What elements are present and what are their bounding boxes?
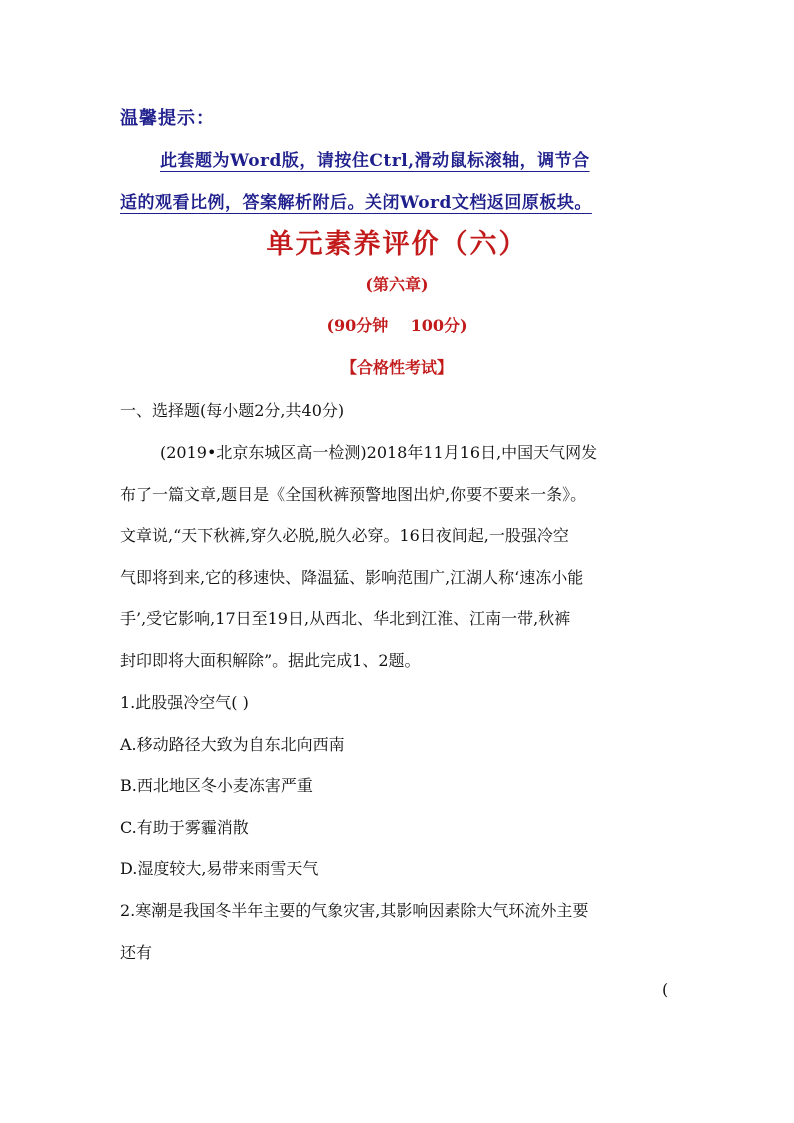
passage-line: 气即将到来,它的移速快、降温猛、影响范围广,江湖人称‘速冻小能: [120, 568, 584, 587]
chapter-label: (第六章): [365, 275, 429, 294]
passage-line: 封印即将大面积解除”。据此完成1、2题。: [120, 651, 421, 670]
question-1-option-d: D.湿度较大,易带来雨雪天气: [120, 859, 319, 878]
tip-line-1: 此套题为Word版，请按住Ctrl,滑动鼠标滚轴，调节合: [160, 151, 590, 171]
passage-line: (2019•北京东城区高一检测)2018年11月16日,中国天气网发: [160, 443, 598, 462]
passage-line: 手’,受它影响,17日至19日,从西北、华北到江淮、江南一带,秋裤: [120, 609, 571, 628]
page-title: 单元素养评价（六）: [266, 229, 528, 260]
passage-line: 布了一篇文章,题目是《全国秋裤预警地图出炉,你要不要来一条》。: [120, 485, 587, 504]
question-1-stem: 1.此股强冷空气( ): [120, 693, 249, 712]
answer-paren: (: [662, 980, 669, 999]
tip-line-2: 适的观看比例，答案解析附后。关闭Word文档返回原板块。: [120, 193, 592, 213]
question-1-option-a: A.移动路径大致为自东北向西南: [120, 735, 345, 754]
question-2-stem: 2.寒潮是我国冬半年主要的气象灾害,其影响因素除大气环流外主要: [120, 901, 589, 920]
tip-title: 温馨提示：: [120, 108, 215, 129]
exam-type-label: 【合格性考试】: [340, 358, 453, 377]
exam-timing: (90分钟 100分): [326, 316, 468, 335]
question-1-option-b: B.西北地区冬小麦冻害严重: [120, 776, 313, 795]
section-heading: 一、选择题(每小题2分,共40分): [120, 401, 345, 420]
question-2-stem-continued: 还有: [120, 943, 153, 962]
question-1-option-c: C.有助于雾霾消散: [120, 818, 249, 837]
passage-line: 文章说,“天下秋裤,穿久必脱,脱久必穿。16日夜间起,一股强冷空: [120, 526, 569, 545]
